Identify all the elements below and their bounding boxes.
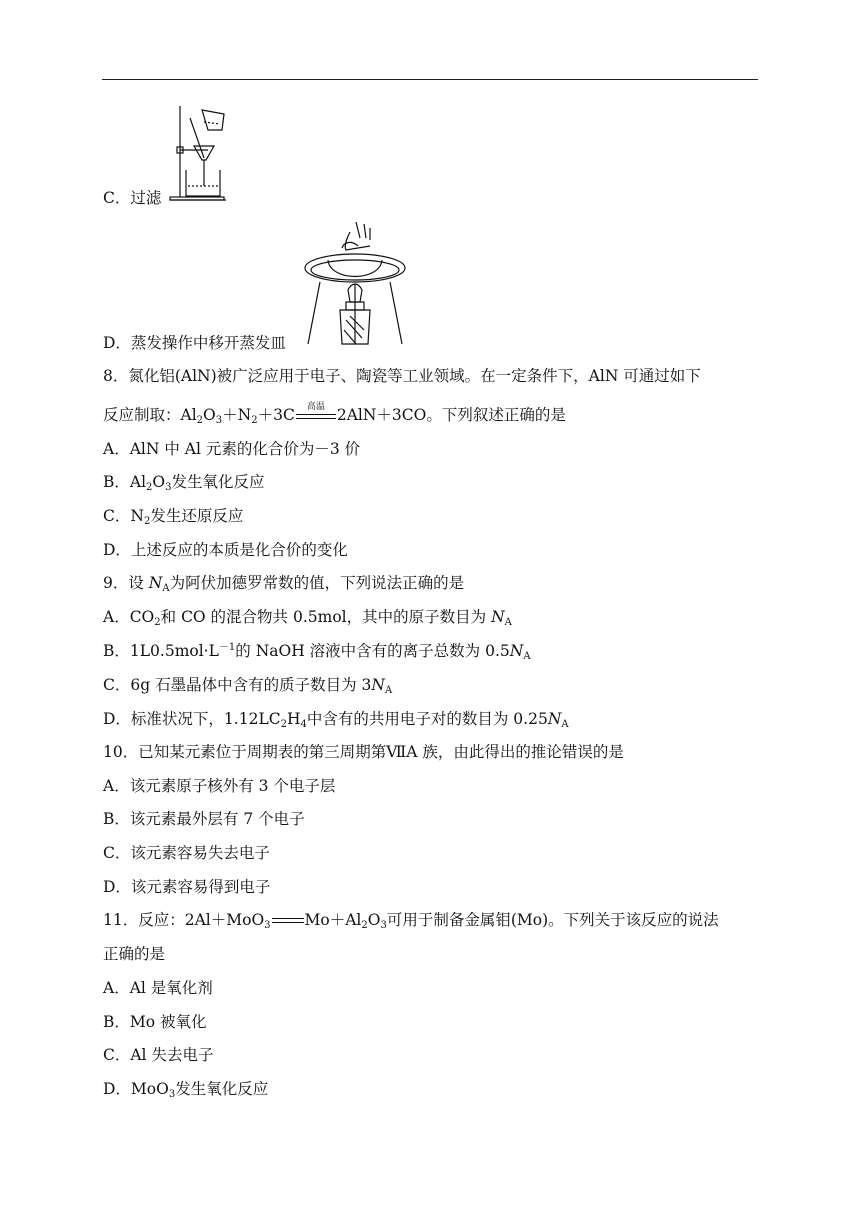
q11-stem-line1: 11．反应：2Al＋MoO$_3$ $Mo+Al_2O_3$可用于制备金属钼(Mo)。下列关于该反应的说法 (103, 911, 719, 931)
q9-option-d: D．标准状况下，$1.12LC_2H_4$中含有的共用电子对的数目为 $0.25N_A$ (103, 710, 569, 730)
reaction-equals-sign: 高温 (295, 405, 337, 425)
q9-stem: 9．设 $N_A$为阿伏加德罗常数的值，下列说法正确的是 (103, 574, 465, 594)
reaction-equals-sign-plain (271, 910, 305, 930)
evaporation-apparatus-icon (300, 220, 410, 350)
q10-option-d: D．该元素容易得到电子 (103, 878, 271, 896)
q8-stem-line2: 反应制取：$Al_2O_3+N_2+3C$ 高温 2AlN＋3CO。下列叙述正确的是 (103, 402, 566, 426)
q8-option-a: A．AlN 中 Al 元素的化合价为－3 价 (103, 440, 361, 458)
q9-option-c: C．6g 石墨晶体中含有的质子数目为 $3N_A$ (103, 676, 393, 696)
q8-option-b: B．$Al_2O_3$发生氧化反应 (103, 473, 265, 493)
q9-option-b: B．$1L0.5mol\cdot L^{-1}$的 NaOH 溶液中含有的离子总数为 $0.5N_A$ (103, 642, 531, 662)
header-rule (102, 79, 758, 80)
q11-option-b: B．Mo 被氧化 (103, 1013, 207, 1031)
q8-stem-line1: 8．氮化铝(AlN)被广泛应用于电子、陶瓷等工业领域。在一定条件下，AlN 可通过如下 (103, 367, 701, 385)
q10-option-c: C．该元素容易失去电子 (103, 844, 270, 862)
q8-option-d: D．上述反应的本质是化合价的变化 (103, 541, 348, 559)
q10-option-a: A．该元素原子核外有 3 个电子层 (103, 777, 336, 795)
q11-option-d: D．MoO$_3$发生氧化反应 (103, 1080, 269, 1100)
q11-option-c: C．Al 失去电子 (103, 1046, 214, 1064)
q10-stem: 10．已知某元素位于周期表的第三周期第ⅦA 族，由此得出的推论错误的是 (103, 743, 624, 761)
option-d-evaporation: D．蒸发操作中移开蒸发皿 (103, 334, 286, 352)
q8-option-c: C．$N_2$发生还原反应 (103, 507, 244, 527)
filtration-apparatus-icon (168, 100, 232, 204)
q11-option-a: A．Al 是氧化剂 (103, 979, 213, 997)
q10-option-b: B．该元素最外层有 7 个电子 (103, 810, 305, 828)
q9-option-a: A．$CO_2$和 CO 的混合物共 0.5mol，其中的原子数目为 $N_A$ (103, 608, 512, 628)
option-c-filtration: C．过滤 (103, 189, 162, 207)
q11-stem-line2: 正确的是 (103, 945, 166, 963)
